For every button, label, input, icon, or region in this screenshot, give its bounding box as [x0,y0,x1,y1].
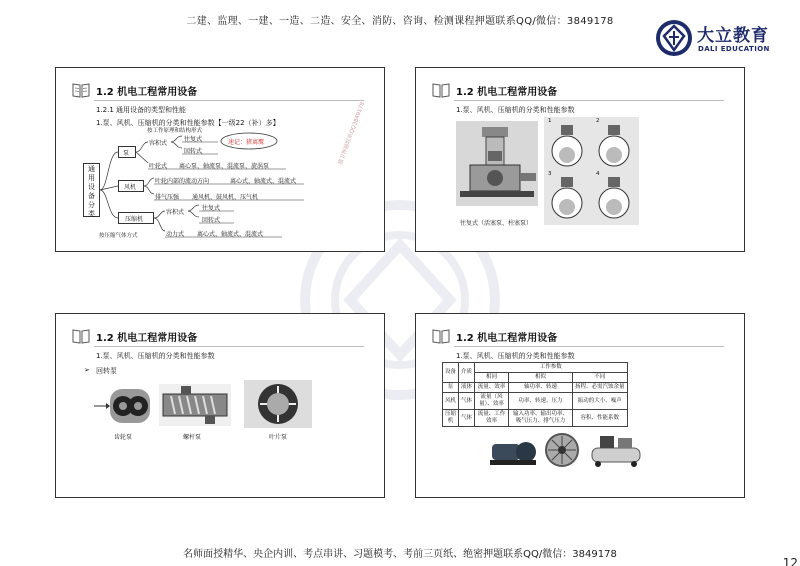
logo [655,19,795,59]
fan-node [118,180,144,192]
title-underline [454,346,724,347]
slide-header [432,80,732,102]
compressor-rotary: 回转式 [202,217,221,224]
air-compressor-image [588,432,644,468]
pump-label: 泵 [123,150,130,157]
footer-text: 名师面授精华、央企内训、考点串讲、习题模考、考前三页纸、绝密押题联系QQ/微信：3849178 [183,549,617,560]
step-number: 3 [548,171,552,177]
root-char: 用 [88,174,95,182]
screw-pump-image [159,384,231,426]
cell-equip: 压缩机 [443,410,459,427]
slide-reciprocating-pump [415,67,745,252]
cell-same: 流量、效率 [475,383,509,393]
slide-header [432,326,732,348]
logo-chinese: 大立教育 [697,26,769,46]
root-char: 分 [88,201,95,209]
pump-node [118,146,136,158]
compressor-dynamic-types: 离心式、轴流式、混流式 [197,231,264,238]
title-underline [94,346,364,347]
reciprocating-caption: 往复式（活塞泵、柱塞泵） [460,220,533,227]
cell-medium: 液体 [459,383,475,393]
slide-title: 1.2 机电工程常用设备 [456,87,558,98]
pump-reciprocating: 往复式 [184,136,203,143]
memo-note: 速记：猪离鹰 [228,139,265,146]
root-char: 类 [88,210,95,218]
bullet-rotary-pump: 回转泵 [96,367,117,375]
header-text: 二建、监理、一建、一造、二造、安全、消防、咨询、检测课程押题联系QQ/微信：3849178 [186,16,614,27]
cell-diff: 容积、性能系数 [573,410,628,427]
note-compression-mode: 按压缩气体方式 [99,233,138,239]
pump-impeller-types: 离心泵、轴流泵、混流泵、旋涡泵 [179,163,270,170]
book-icon [72,328,90,344]
cell-equip: 泵 [443,383,459,393]
table-header-row [443,363,628,373]
topic-heading: 1.泵、风机、压缩机的分类和性能参数【一级22（补）多】 [96,119,280,127]
header-medium: 介质 [459,363,475,383]
cell-same: 流量（风量）、效率 [475,393,509,410]
cell-diff: 振动的大小、噪声 [573,393,628,410]
fan-pressure: 排气压强 [155,194,180,201]
logo-english: DALI EDUCATION [698,45,770,53]
fan-flow-types: 离心式、轴流式、混流式 [230,178,297,185]
cell-similar: 功率、转速、压力 [509,393,573,410]
cell-medium: 气体 [459,410,475,427]
vane-pump-image [244,380,312,428]
params-table [442,362,628,427]
root-char: 备 [88,192,95,200]
table-row [443,393,628,410]
section-heading: 1.2.1 通用设备的类型和性能 [96,106,187,114]
topic-heading: 1.泵、风机、压缩机的分类和性能参数 [96,352,215,360]
bullet-arrow-icon: ➢ [84,366,90,374]
step-number: 1 [548,118,552,124]
compressor-node [118,212,154,224]
gear-pump-image [94,387,156,425]
slide-performance-params [415,313,745,498]
slide-title: 1.2 机电工程常用设备 [96,87,198,98]
cell-equip: 风机 [443,393,459,410]
cell-diff: 扬程、必需汽蚀余量 [573,383,628,393]
slide-header [72,326,372,348]
centrifugal-pump-image [488,438,540,468]
slide-rotary-pumps [55,313,385,498]
header-params: 工作参数 [475,363,628,373]
gear-pump-caption: 齿轮泵 [114,434,133,441]
header-same: 相同 [475,373,509,383]
fan-pressure-types: 通风机、鼓风机、压气机 [192,194,259,201]
step-number: 4 [596,171,600,177]
step-number: 2 [596,118,600,124]
screw-pump-caption: 螺杆泵 [183,434,202,441]
slide-watermark-text: 猪卫押题联系QQ3849178 [337,101,367,166]
header-similar: 相似 [509,373,573,383]
logo-emblem-icon [655,19,693,57]
topic-heading: 1.泵、风机、压缩机的分类和性能参数 [456,352,575,360]
compressor-label: 压缩机 [125,216,144,223]
fan-flow-direction: 叶轮内部的流动方向 [155,178,210,185]
note-work-principle: 按工作原理和结构形式 [147,128,203,134]
root-char: 通 [88,165,95,173]
header-diff: 不同 [573,373,628,383]
compressor-volumetric: 容积式 [166,209,185,216]
vane-pump-caption: 叶片泵 [269,434,288,441]
pump-impeller: 叶轮式 [149,163,168,170]
topic-heading: 1.泵、风机、压缩机的分类和性能参数 [456,106,575,114]
compressor-reciprocating: 往复式 [202,205,221,212]
table-row [443,383,628,393]
pump-rotary: 回转式 [184,148,203,155]
tree-connectors [56,68,385,252]
table-row [443,410,628,427]
cell-same: 流量、工作效率 [475,410,509,427]
header-equip: 设备 [443,363,459,383]
cell-medium: 气体 [459,393,475,410]
slide-classification-tree [55,67,385,252]
root-char: 设 [88,183,95,191]
cell-similar: 轴功率、转速 [509,383,573,393]
pump-volumetric: 容积式 [149,140,168,147]
axial-fan-image [544,432,580,468]
slide-title: 1.2 机电工程常用设备 [456,333,558,344]
slide-title: 1.2 机电工程常用设备 [96,333,198,344]
page-number: 12 [782,556,798,566]
compressor-dynamic: 动力式 [166,231,185,238]
fan-label: 风机 [124,184,137,191]
cell-similar: 输入功率、输出功率、吸气压力、排气压力 [509,410,573,427]
book-icon [432,328,450,344]
book-icon [432,82,450,98]
title-underline [454,100,724,101]
pump-stroke-diagram-image [544,117,639,225]
piston-pump-cutaway-image [456,121,538,206]
